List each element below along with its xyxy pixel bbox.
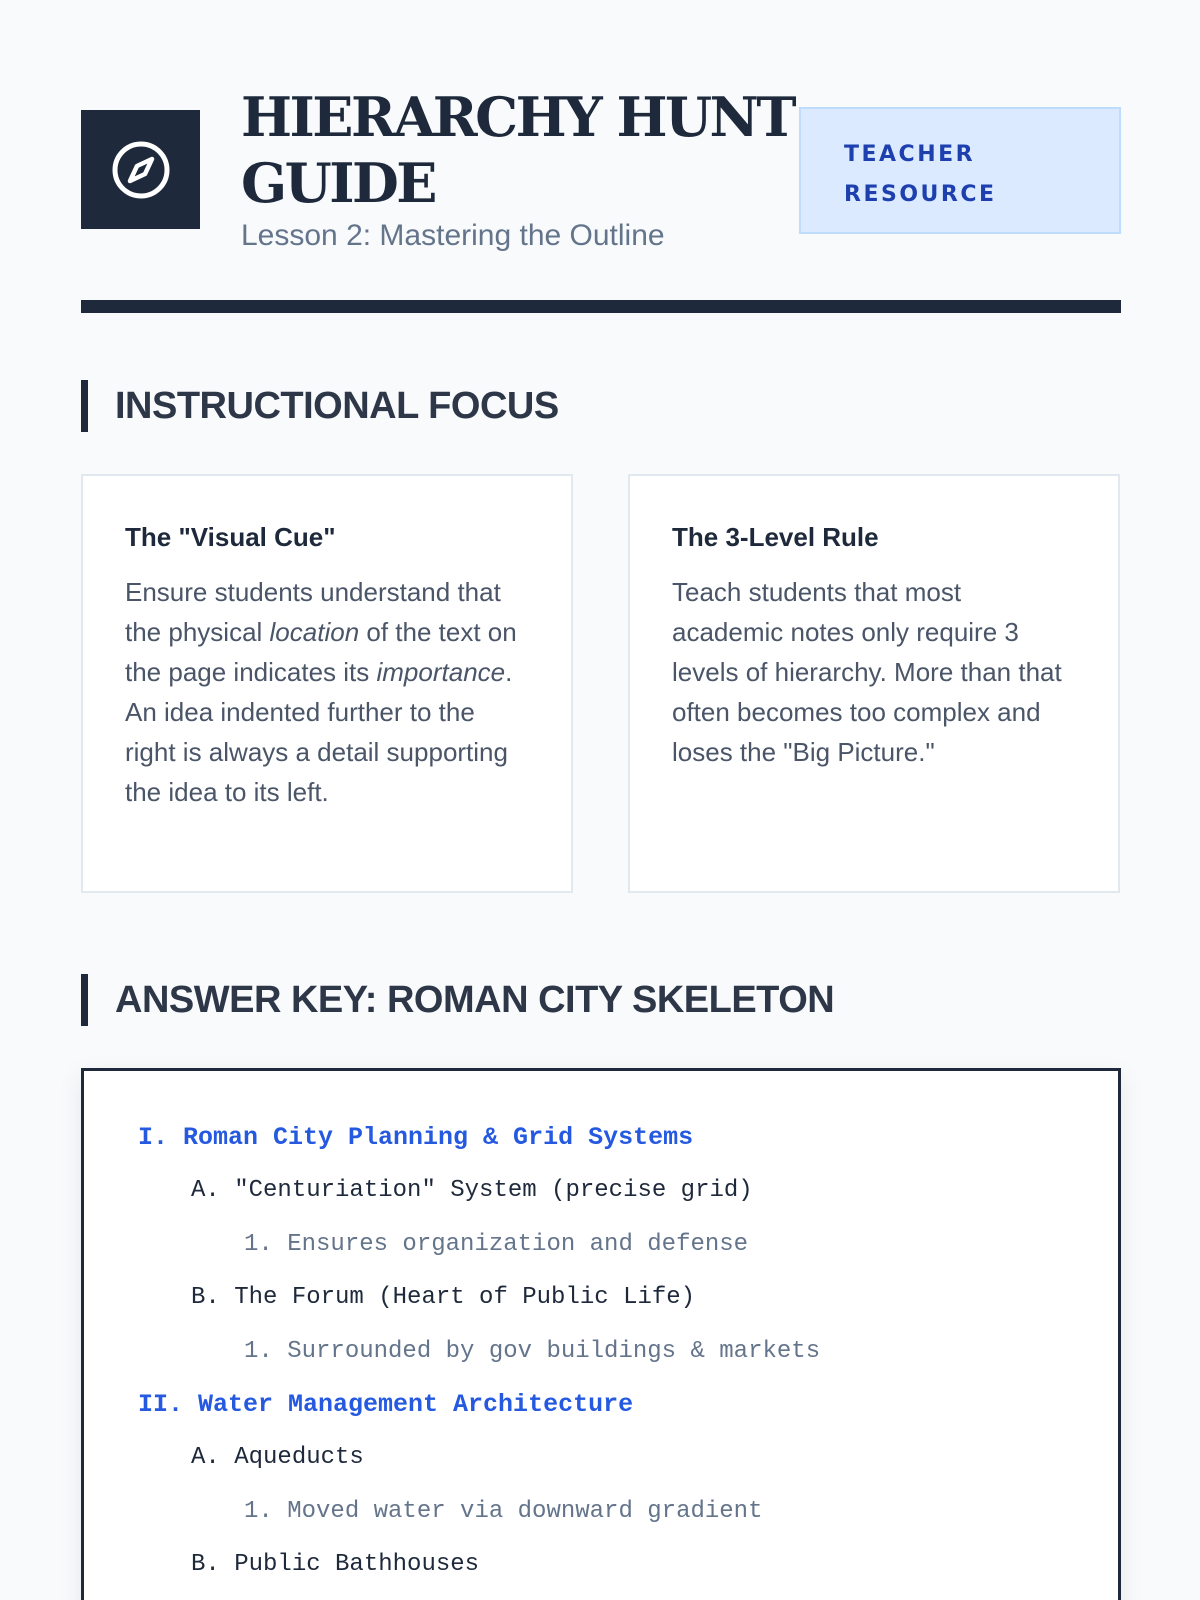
card-emphasis: location <box>269 617 360 647</box>
outline-item-level-1: I. Roman City Planning & Grid Systems <box>138 1123 694 1152</box>
card-body: Teach students that most academic notes only require 3 levels of hierarchy. More than that often becomes too complex and loses the "Big Picture." <box>672 577 1062 767</box>
badge-line-1: TEACHER <box>844 142 976 167</box>
section-heading-answer-key: ANSWER KEY: ROMAN CITY SKELETON <box>81 974 1121 1026</box>
page-subtitle: Lesson 2: Mastering the Outline <box>241 219 665 252</box>
card-emphasis: importance <box>376 657 506 687</box>
card-three-level-rule <box>628 474 1120 893</box>
outline-item-level-2: B. Public Bathhouses <box>191 1551 480 1579</box>
outline-item-level-1: II. Water Management Architecture <box>138 1389 634 1419</box>
page-title <box>241 84 801 216</box>
card-text: . An idea indented further to the right is always a detail supporting the idea to its left. <box>125 657 513 807</box>
card-body <box>125 572 530 812</box>
title-line-1: HIERARCHY HUNT <box>241 85 795 149</box>
outline-item-level-3: 1. Surrounded by gov buildings & markets <box>244 1337 821 1365</box>
title-block <box>241 84 801 254</box>
card-title: The "Visual Cue" <box>125 522 336 552</box>
answer-key-outline <box>81 1068 1121 1600</box>
card-text: Ensure students understand that the physical <box>125 577 501 647</box>
outline-item-level-2: B. The Forum (Heart of Public Life) <box>191 1284 696 1312</box>
section-heading-instructional-focus: INSTRUCTIONAL FOCUS <box>81 380 1121 432</box>
outline-item-level-3: 1. Ensures organization and defense <box>244 1230 749 1258</box>
page-header <box>81 84 1121 254</box>
badge-line-2: RESOURCE <box>844 182 997 207</box>
logo <box>81 110 200 229</box>
card-text: of the text on the page indicates its <box>125 617 517 687</box>
outline-item-level-3: 1. Moved water via downward gradient <box>244 1497 763 1525</box>
title-line-2: GUIDE <box>241 151 435 215</box>
outline-item-level-2: A. "Centuriation" System (precise grid) <box>191 1177 753 1205</box>
card-visual-cue <box>81 474 573 893</box>
header-divider <box>81 300 1121 313</box>
outline-item-level-2: A. Aqueducts <box>191 1444 364 1472</box>
teacher-resource-badge <box>799 107 1121 234</box>
compass-icon <box>110 139 172 201</box>
card-title: The 3-Level Rule <box>672 522 879 552</box>
